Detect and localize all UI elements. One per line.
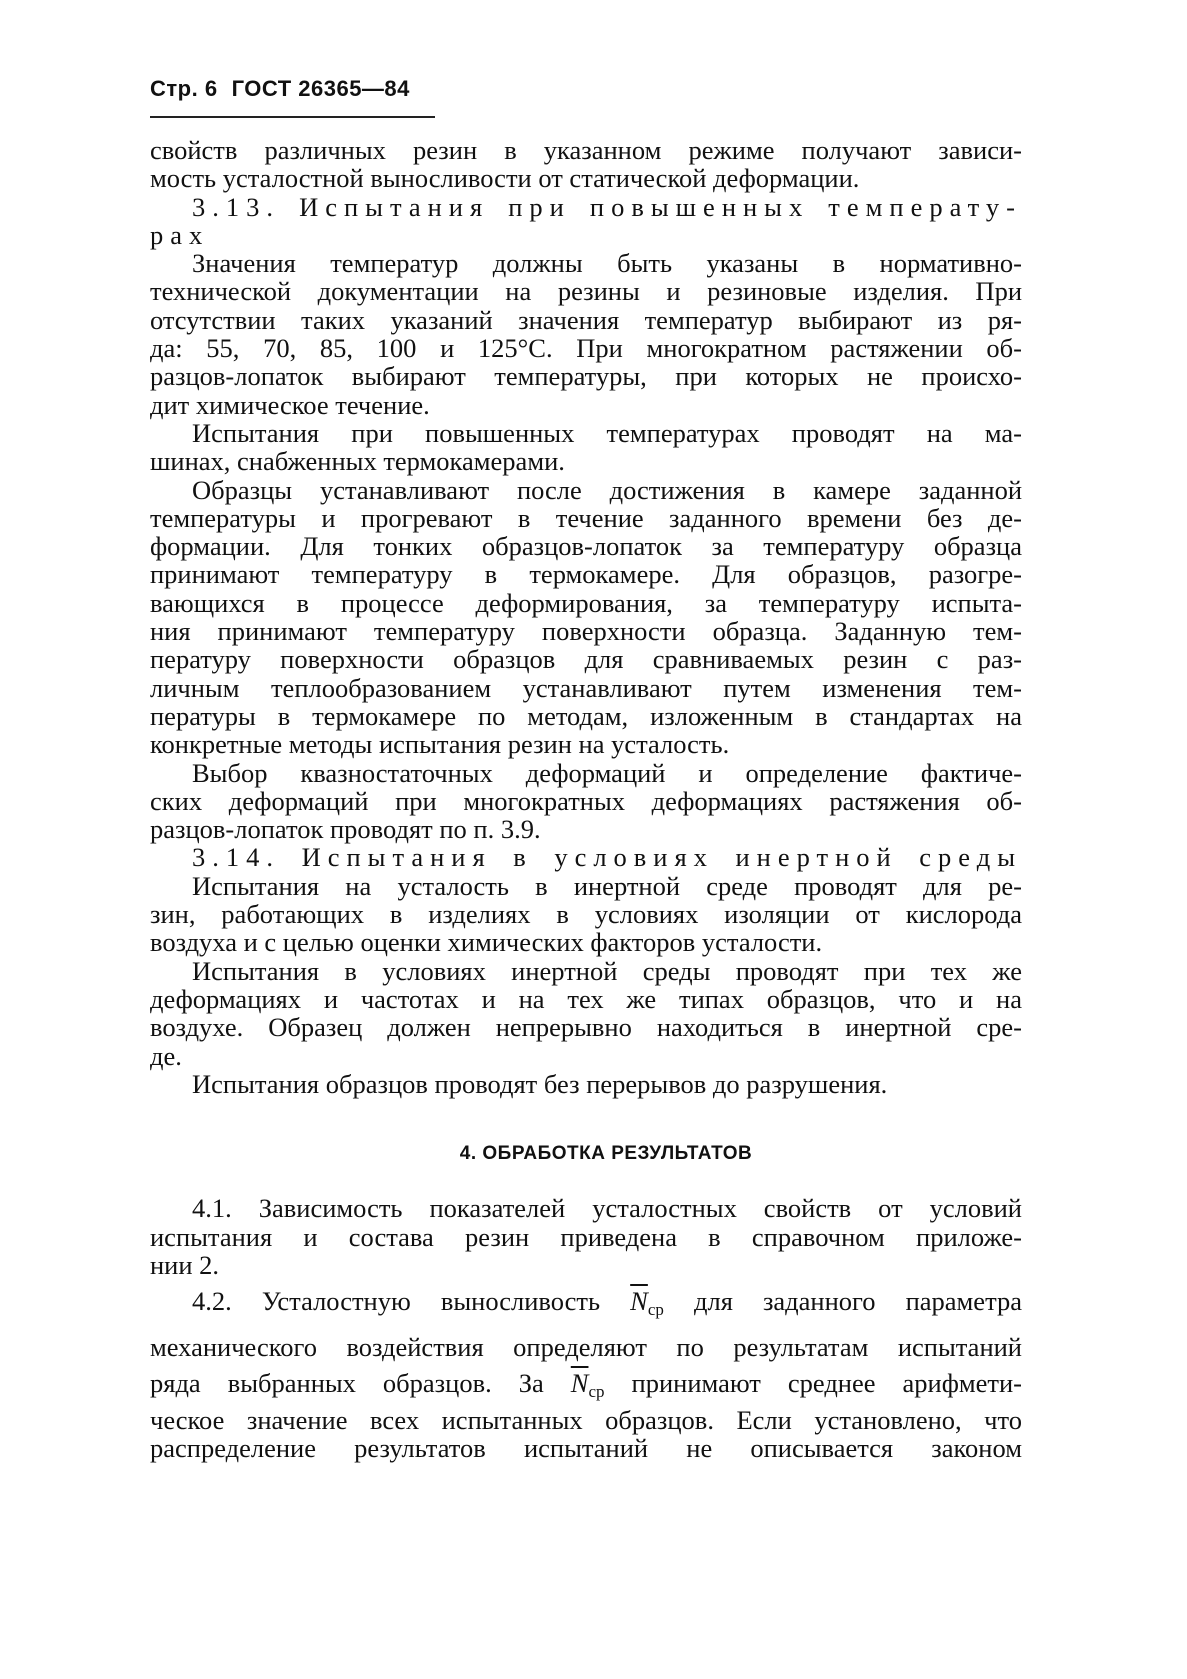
- text-line: температуры и прогревают в течение заданного времени без де-: [150, 502, 1022, 533]
- text-line: деформациях и частотах и на тех же типах образцов, что и на: [150, 983, 1022, 1014]
- text-line: зин, работающих в изделиях в условиях изоляции от кислорода: [150, 899, 1022, 930]
- section-heading-4: 4. ОБРАБОТКА РЕЗУЛЬТАТОВ: [459, 1143, 753, 1165]
- text-line: Выбор квазностаточных деформаций и определение фактиче-: [192, 757, 1022, 788]
- text-line: Значения температур должны быть указаны в нормативно-: [192, 248, 1022, 279]
- standard-number: ГОСТ 26365—84: [231, 76, 410, 101]
- text-line: распределение результатов испытаний не описывается законом: [150, 1433, 1022, 1464]
- text-line: ских деформаций при многократных деформациях растяжения об-: [150, 785, 1022, 816]
- text-line: шинах, снабженных термокамерами.: [150, 446, 565, 477]
- text-fragment: принимают среднее арифмети-: [604, 1367, 1023, 1398]
- n-avg-symbol: [630, 1286, 664, 1320]
- text-line: ческое значение всех испытанных образцов. Если установлено, что: [150, 1405, 1022, 1436]
- text-line: воздуха и с целью оценки химических факторов усталости.: [150, 927, 823, 958]
- text-line: механического воздействия определяют по результатам испытаний: [150, 1331, 1022, 1362]
- section-heading-3-13: 3.13. Испытания при повышенных температу-: [192, 191, 1022, 222]
- n-avg-symbol: [570, 1367, 605, 1401]
- text-line: Испытания при повышенных температурах проводят на ма-: [192, 417, 1022, 448]
- text-line: ния принимают температуру поверхности образца. Заданную тем-: [150, 616, 1022, 647]
- text-line: конкретные методы испытания резин на усталость.: [150, 729, 730, 760]
- text-line: принимают температуру в термокамере. Для образцов, разогре-: [150, 559, 1022, 590]
- text-line: Образцы устанавливают после достижения в камере заданной: [192, 474, 1022, 505]
- symbol-base: $\overline{N}$: [570, 1367, 589, 1398]
- text-fragment: для заданного параметра: [663, 1286, 1022, 1317]
- text-line: Испытания образцов проводят без перерывов до разрушения.: [192, 1068, 888, 1099]
- section-heading-3-13-cont: рах: [150, 219, 210, 250]
- text-line: дит химическое течение.: [150, 389, 430, 420]
- text-line: пературы в термокамере по методам, изложенным в стандартах на: [150, 700, 1022, 731]
- symbol-sub: ср: [647, 1300, 664, 1320]
- text-fragment: 4.2. Усталостную выносливость: [192, 1286, 631, 1317]
- text-line: [150, 1369, 1022, 1406]
- document-body: [150, 136, 1022, 1463]
- text-line: Испытания в условиях инертной среды проводят при тех же: [192, 955, 1022, 986]
- text-line: формации. Для тонких образцов-лопаток за температуру образца: [150, 531, 1022, 562]
- symbol-base: $\overline{N}$: [630, 1286, 648, 1317]
- text-line: мость усталостной выносливости от статической деформации.: [150, 163, 860, 194]
- text-line: отсутствии таких указаний значения температур выбирают из ря-: [150, 304, 1022, 335]
- text-line: разцов-лопаток выбирают температуры, при которых не происхо-: [150, 361, 1022, 392]
- header-rule: [150, 116, 435, 118]
- text-line: испытания и состава резин приведена в справочном приложе-: [150, 1221, 1022, 1252]
- text-line: де.: [150, 1040, 182, 1071]
- text-line: воздухе. Образец должен непрерывно находиться в инертной сре-: [150, 1012, 1022, 1043]
- text-line: личным теплообразованием устанавливают путем изменения тем-: [150, 672, 1022, 703]
- text-line: 4.1. Зависимость показателей усталостных свойств от условий: [192, 1193, 1022, 1224]
- text-line: технической документации на резины и резиновые изделия. При: [150, 276, 1022, 307]
- text-line: вающихся в процессе деформирования, за температуру испыта-: [150, 587, 1022, 618]
- text-line: свойств различных резин в указанном режиме получают зависи-: [150, 135, 1022, 165]
- text-line: да: 55, 70, 85, 100 и 125°С. При многократном растяжении об-: [150, 333, 1022, 364]
- section-heading-3-14: 3.14. Испытания в условиях инертной среды: [192, 842, 1022, 873]
- symbol-sub: ср: [588, 1381, 605, 1401]
- text-line: Испытания на усталость в инертной среде проводят для ре-: [192, 870, 1022, 901]
- text-line: нии 2.: [150, 1249, 220, 1280]
- text-line: [150, 1287, 1022, 1324]
- text-fragment: ряда выбранных образцов. За: [150, 1367, 571, 1398]
- page-header: [150, 76, 424, 102]
- text-line: разцов-лопаток проводят по п. 3.9.: [150, 814, 541, 845]
- page-number: Стр. 6: [150, 76, 218, 101]
- text-line: пературу поверхности образцов для сравниваемых резин с раз-: [150, 644, 1022, 675]
